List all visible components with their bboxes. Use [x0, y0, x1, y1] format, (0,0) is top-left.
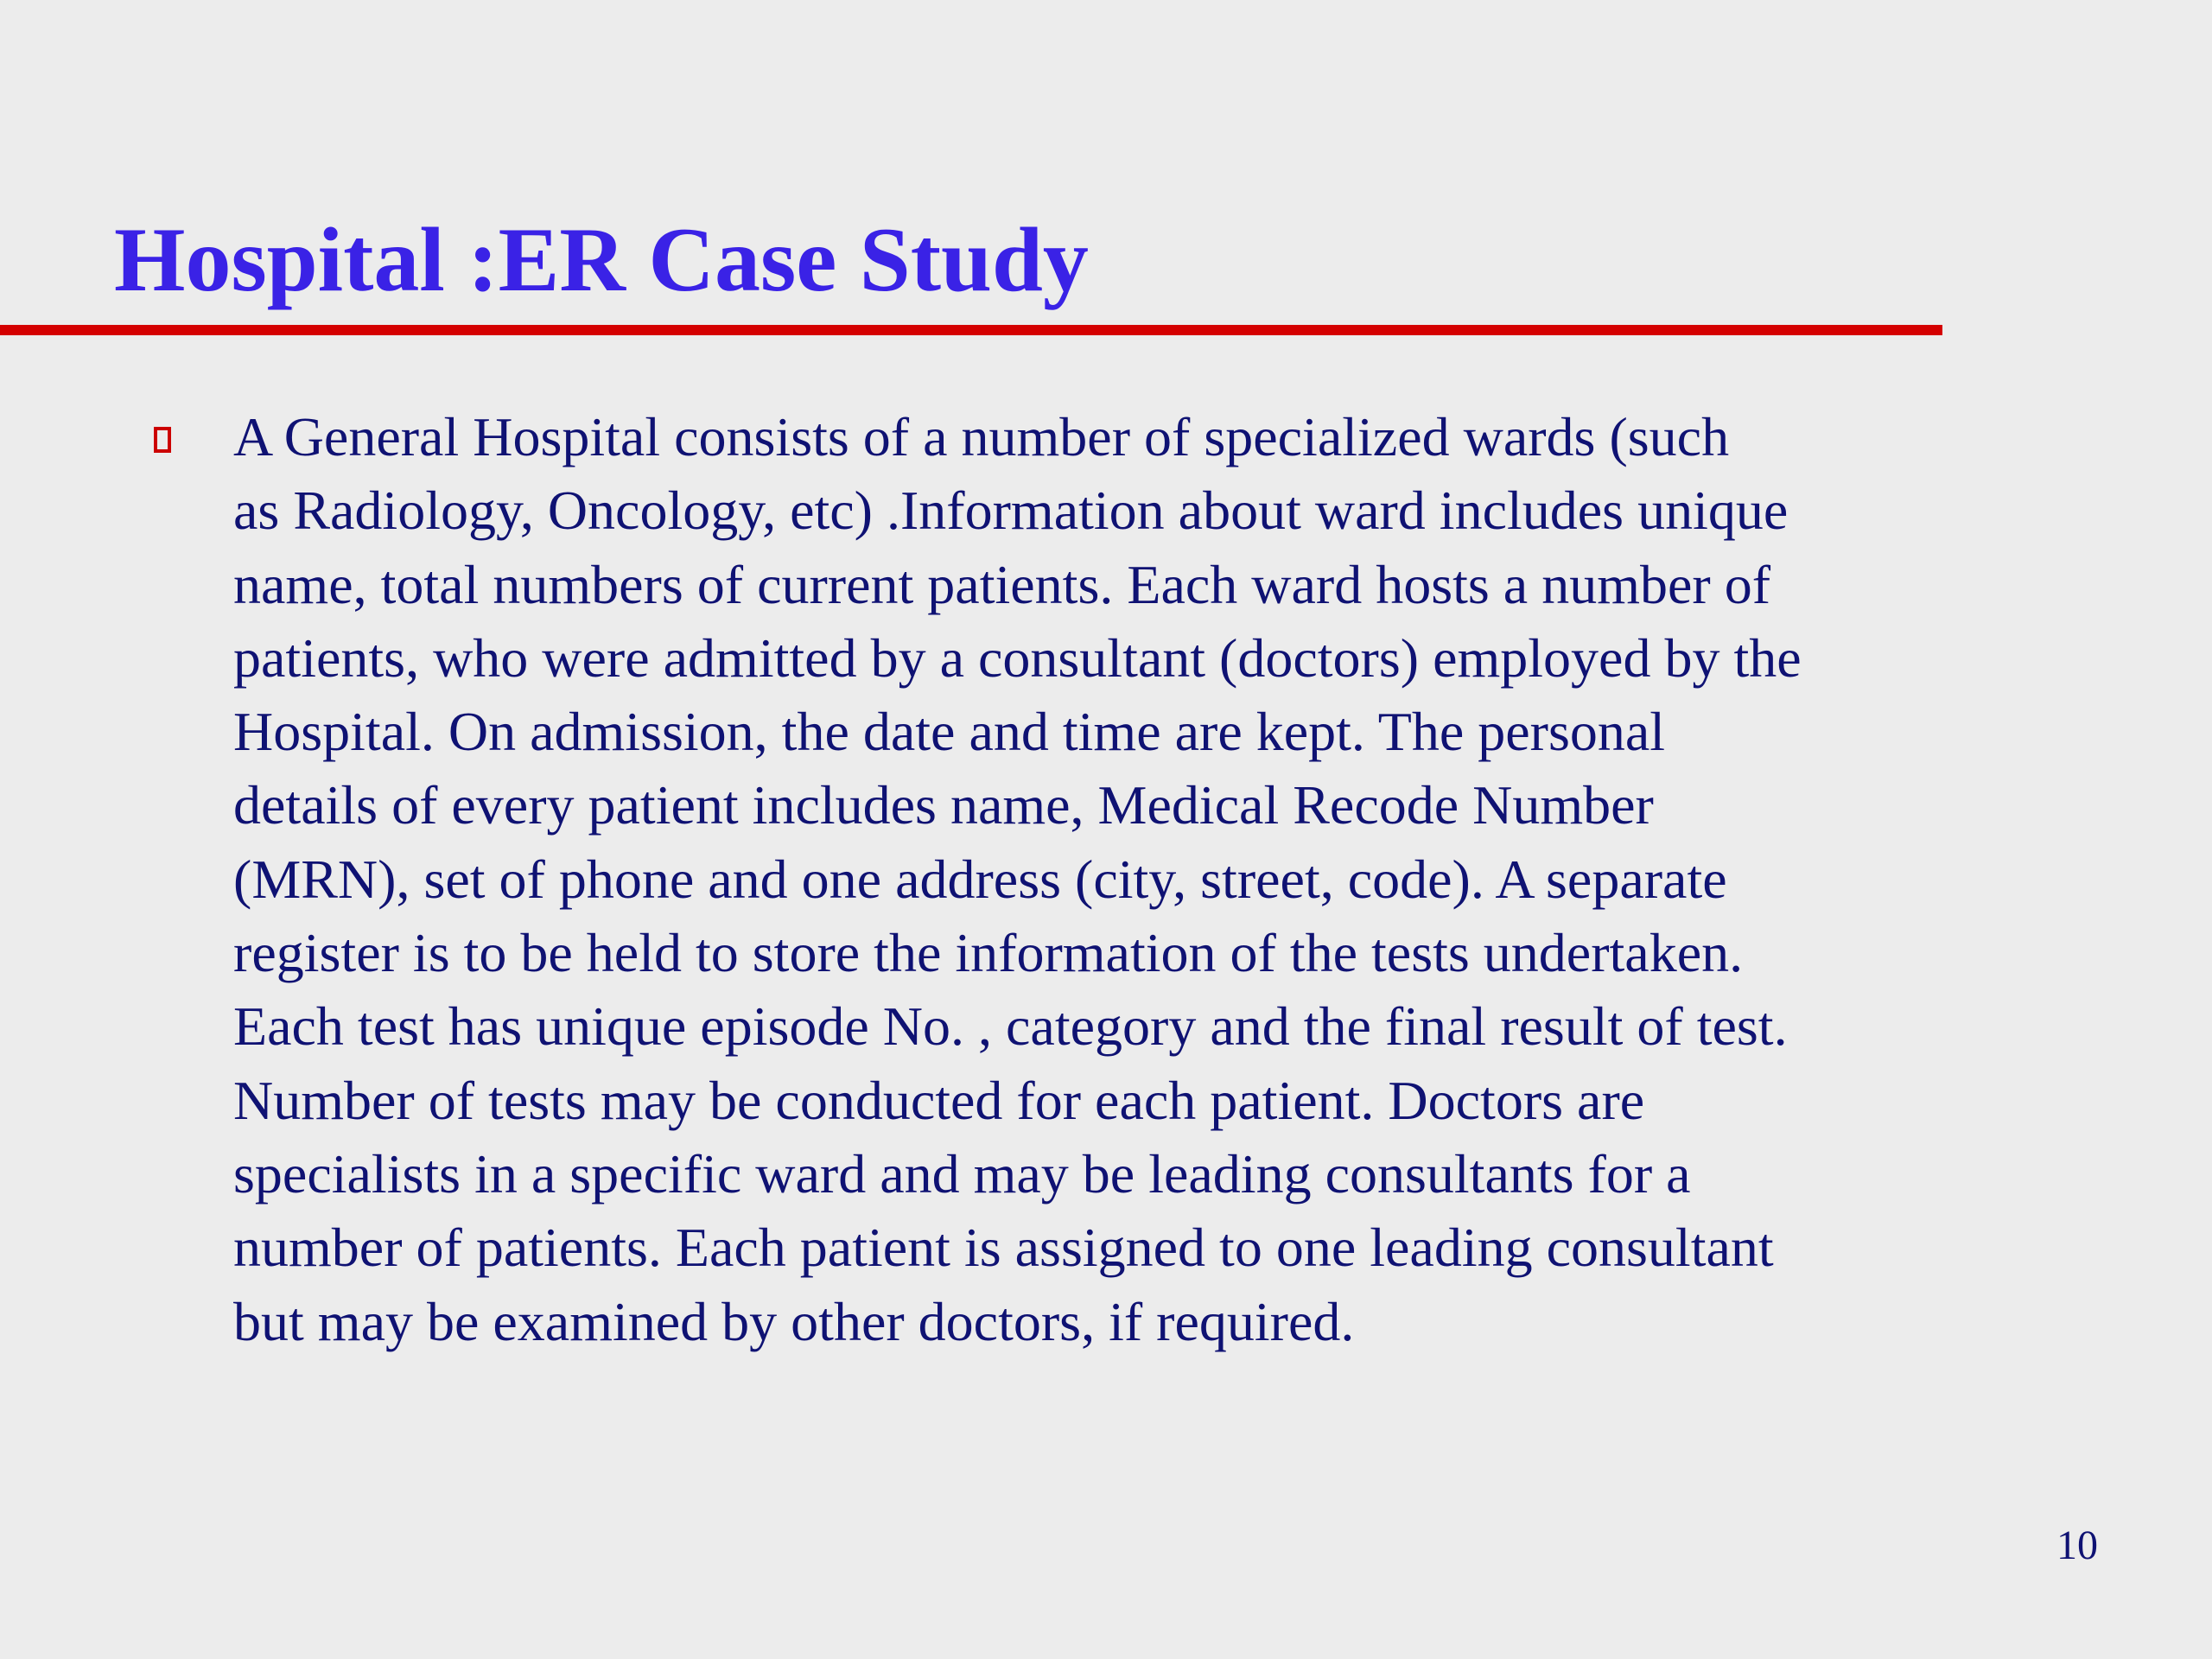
hollow-square-bullet-icon [154, 427, 171, 453]
slide-title: Hospital :ER Case Study [114, 209, 1089, 310]
slide-number: 10 [2056, 1522, 2098, 1568]
title-underline-rule [0, 325, 1942, 335]
case-study-paragraph: A General Hospital consists of a number of specialized wards (such as Radiology, Oncology, etc) .Information about ward includes unique name, total numbers of current patients. Each ward hosts a number of patients, who were admitted by a consultant (doctors) employed by the Hospital. On admission, the date and time are kept. The personal details of every patient includes name, Medical Recode Number (MRN), set of phone and one address (city, street, code). A separate register is to be held to store the information of the tests undertaken. Each test has unique episode No. , category and the final result of test. Number of tests may be conducted for each patient. Doctors are specialists in a specific ward and may be leading consultants for a number of patients. Each patient is assigned to one leading consultant but may be examined by other doctors, if required. [233, 406, 1802, 1352]
